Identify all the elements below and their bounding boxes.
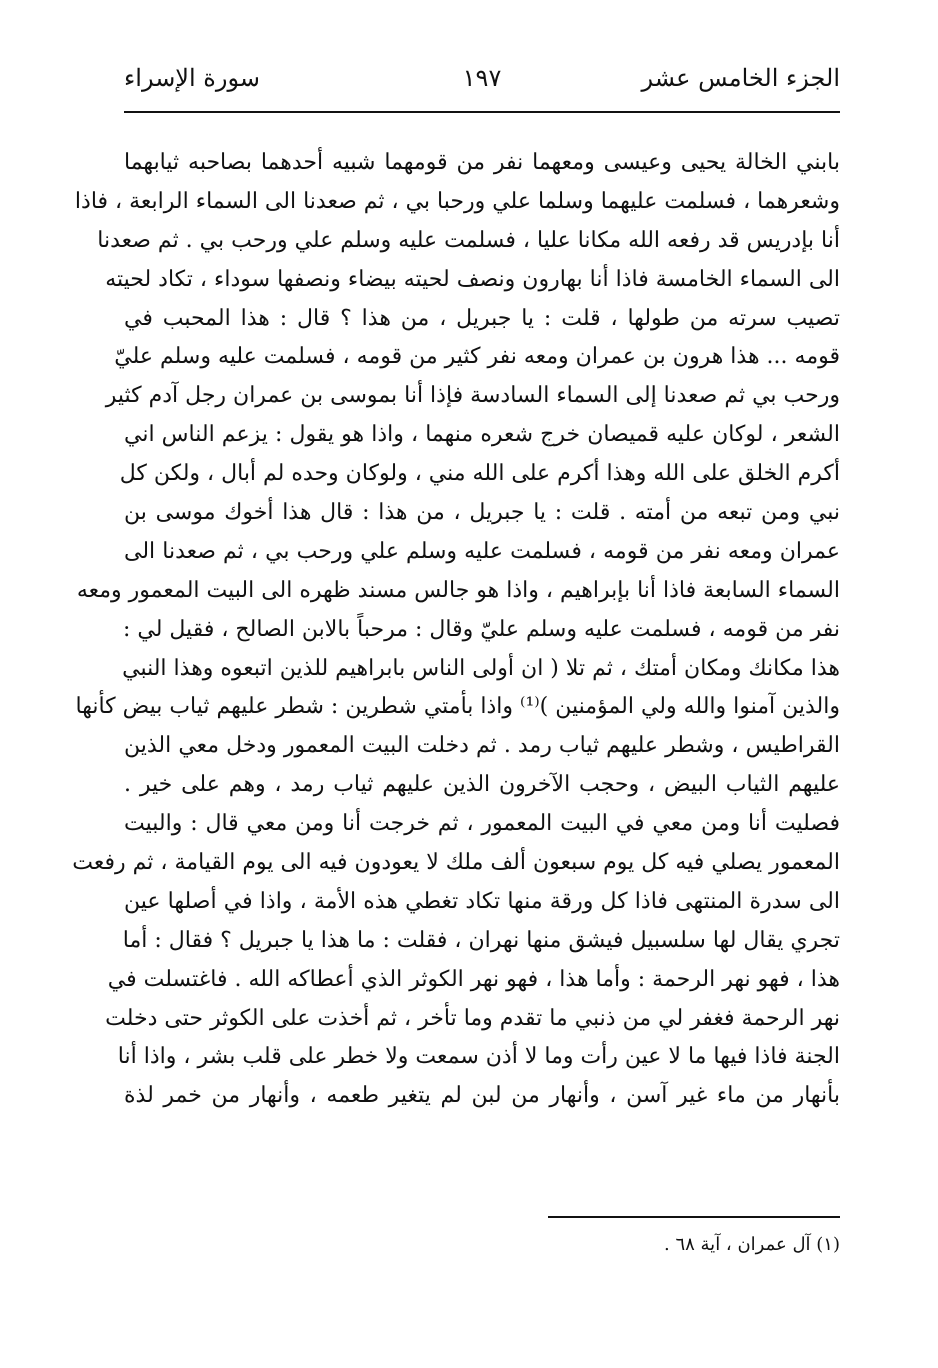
text-line: السماء السابعة فاذا أنا بإبراهيم ، واذا هو جالس مسند ظهره الى البيت المعمور ومعه [76, 577, 840, 603]
part-title: الجزء الخامس عشر [641, 64, 840, 92]
text-line: الى سدرة المنتهى فاذا كل ورقة منها تكاد تغطي هذه الأمة ، واذا في أصلها عين [124, 888, 840, 914]
text-line: القراطيس ، وشطر عليهم ثياب رمد . ثم دخلت البيت المعمور ودخل معي الذين [124, 733, 840, 759]
text-line: قومه ... هذا هرون بن عمران ومعه نفر كثير من قومه ، فسلمت عليه وسلم عليّ [114, 344, 840, 370]
text-line: أنا بإدريس قد رفعه الله مكانا عليا ، فسلمت عليه وسلم علي ورحب بي . ثم صعدنا [97, 227, 840, 253]
header-divider [124, 111, 840, 113]
page-number: ١٩٧ [462, 64, 502, 92]
text-line: الى السماء الخامسة فاذا أنا بهارون ونصف لحيته بيضاء ونصفها سوداء ، تكاد لحيته [105, 266, 840, 292]
text-line: ورحب بي ثم صعدنا إلى السماء السادسة فإذا أنا بموسى بن عمران رجل آدم كثير [105, 383, 840, 409]
body-text [72, 144, 840, 1116]
text-line: عمران ومعه نفر من قومه ، فسلمت عليه وسلم علي ورحب بي ، ثم صعدنا الى [124, 538, 840, 564]
text-line: الجنة فاذا فيها ما لا عين رأت وما لا أذن سمعت ولا خطر على قلب بشر ، واذا أنا [117, 1044, 840, 1070]
surah-title: سورة الإسراء [124, 64, 260, 92]
footnote: (١) آل عمران ، آية ٦٨ . [664, 1234, 840, 1255]
text-line: بأنهار من ماء غير آسن ، وأنهار من لبن لم يتغير طعمه ، وأنهار من خمر لذة [124, 1083, 840, 1109]
text-line: المعمور يصلي فيه كل يوم سبعون ألف ملك لا يعودون فيه الى يوم القيامة ، ثم رفعت [72, 850, 840, 876]
text-line: الشعر ، لوكان عليه قميصان خرج شعره منهما ، واذا هو يقول : يزعم الناس اني [124, 422, 840, 448]
footnote-divider [548, 1216, 840, 1218]
text-line: والذين آمنوا والله ولي المؤمنين )⁽¹⁾ واذا بأمتي شطرين : شطر عليهم ثياب بيض كأنها [75, 694, 840, 720]
text-line: وشعرهما ، فسلمت عليهما وسلما علي ورحبا بي ، ثم صعدنا الى السماء الرابعة ، فاذا [74, 188, 840, 214]
text-line: هذا ، فهو نهر الرحمة : وأما هذا ، فهو نهر الكوثر الذي أعطاكه الله . فاغتسلت في [107, 966, 840, 992]
text-line: هذا مكانك ومكان أمتك ، ثم تلا ( ان أولى الناس بابراهيم للذين اتبعوه وهذا النبي [122, 655, 840, 681]
page-header [124, 58, 840, 98]
text-line: نبي ومن تبعه من أمته . قلت : يا جبريل ، من هذا : قال هذا أخوك موسى بن [124, 500, 840, 526]
text-line: تجري يقال لها سلسبيل فيشق منها نهران ، فقلت : ما هذا يا جبريل ؟ فقال : أما [122, 927, 840, 953]
text-line: نفر من قومه ، فسلمت عليه وسلم عليّ وقال : مرحباً بالابن الصالح ، فقيل لي : [122, 616, 840, 642]
text-line: أكرم الخلق على الله وهذا أكرم على الله مني ، ولوكان وحده لم أبال ، ولكن كل [119, 461, 840, 487]
text-line: عليهم الثياب البيض ، وحجب الآخرون الذين عليهم ثياب رمد ، وهم على خير . [124, 772, 840, 798]
text-line: تصيب سرته من طولها ، قلت : يا جبريل ، من هذا ؟ قال : هذا المحبب في [124, 305, 840, 331]
text-line: نهر الرحمة فغفر لي من ذنبي ما تقدم وما تأخر ، ثم أخذت على الكوثر حتى دخلت [105, 1005, 840, 1031]
text-line: بابني الخالة يحيى وعيسى ومعهما نفر من قومهما شبيه أحدهما بصاحبه ثيابهما [124, 150, 840, 175]
text-line: فصليت أنا ومن معي في البيت المعمور ، ثم خرجت أنا ومن معي قال : والبيت [124, 811, 840, 837]
